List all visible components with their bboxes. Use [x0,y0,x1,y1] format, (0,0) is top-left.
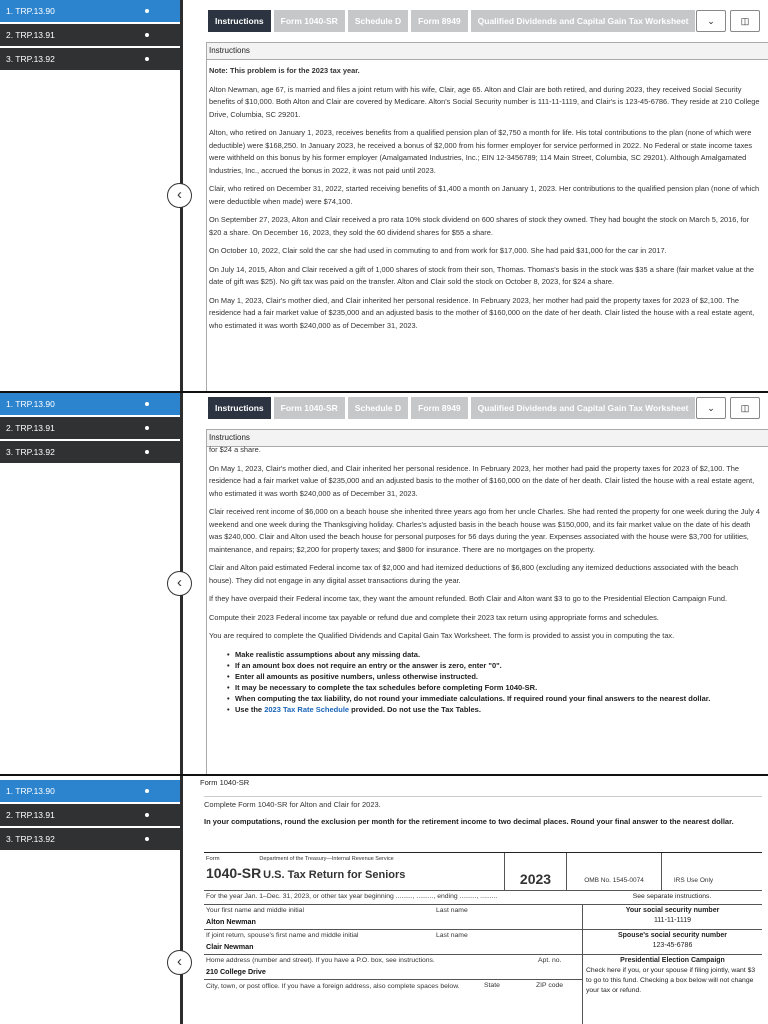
form-intro: Complete Form 1040-SR for Alton and Clair for 2023. [204,800,381,809]
field-label: Home address (number and street). If you have a P.O. box, see instructions. [206,957,435,964]
status-dot-icon [145,9,149,13]
city-field[interactable] [204,980,474,1006]
form-area [200,776,768,1024]
field-label: Spouse's social security number [617,932,728,939]
field-value: 111-11-1119 [653,917,692,924]
list-item [235,704,762,715]
note-text: Note: This problem is for the 2023 tax year. [209,66,360,75]
paragraph: Clair, who retired on December 31, 2022, started receiving benefits of $1,400 a month on January 1, 2023. Her contributions to the qualified pension plan (none of which were deductible when made) were $74,100. [209,184,760,206]
tab-form-1040-sr[interactable]: Form 1040-SR [274,397,345,419]
status-dot-icon [145,450,149,454]
tax-year-row [204,891,762,905]
sidebar-item-trp-13-92[interactable] [0,48,182,70]
sidebar-item-label: 3. TRP.13.92 [6,834,55,844]
tab-bar [208,10,768,34]
sidebar-item-label: 1. TRP.13.90 [6,786,55,796]
field-value: 123-45-6786 [652,942,693,949]
field-label: ZIP code [536,982,564,989]
tab-bar [208,397,768,421]
window-icon: ◫ [740,403,750,413]
tab-form-8949[interactable]: Form 8949 [411,10,468,32]
chevron-left-icon: ‹ [177,574,182,591]
apt-field[interactable] [536,955,576,980]
form-label: Form [206,856,220,862]
status-dot-icon [145,837,149,841]
zip-field[interactable] [534,980,584,1006]
field-label: Your social security number [625,907,720,914]
state-field[interactable] [482,980,522,1006]
field-value: 210 College Drive [206,967,266,976]
field-value: Alton Newman [206,917,256,926]
field-label: Last name [436,932,468,939]
content-area [200,393,768,774]
collapse-sidebar-button[interactable] [167,183,192,208]
screen-instructions-bottom [0,391,768,774]
sidebar-item-trp-13-91[interactable] [0,417,182,439]
list-item: • If an amount box does not require an entry or the answer is zero, enter "0". [235,660,762,671]
sidebar-item-trp-13-90[interactable] [0,0,182,22]
paragraph: Alton, who retired on January 1, 2023, receives benefits from a qualified pension plan of $2,750 a month for life. His total contributions to the plan (none of which were deductible) were $168,250. In January 2023, he received a bonus of $2,000 from his former employer for service performed in 2022. No Federal or state income taxes were withheld on this bonus by his former employer (Amalgamated Industries, Inc.; EIN 12-3456789; 114 Main Street, Columbia, SC 29201). Although Amalgamated Industries, Inc., accrued the bonus in 2022, it was not paid until 2023. [209,128,753,175]
address-field[interactable] [204,955,534,980]
sidebar-item-trp-13-90[interactable] [0,780,182,802]
field-label: City, town, or post office. If you have a foreign address, also complete spaces below. [206,983,460,990]
first-name-field[interactable] [204,905,434,929]
presidential-campaign-box [582,955,762,1024]
tax-year-line[interactable]: For the year Jan. 1–Dec. 31, 2023, or other tax year beginning ........., ........., ending ........., ......... [206,893,498,900]
collapse-sidebar-button[interactable] [167,950,192,975]
list-item: • Enter all amounts as positive numbers, unless otherwise instructed. [235,671,762,682]
see-instructions: See separate instructions. [632,893,712,900]
sidebar-item-label: 2. TRP.13.91 [6,423,55,433]
paragraph: Alton Newman, age 67, is married and files a joint return with his wife, Clair, age 65. Alton and Clair are both retired, and during 2023, they received Social Security benefits of $10,000. Both Alton and Clair are covered by Medicare. Alton's Social Security number is 111-11-1119, and Clair's is 123-45-6786. They reside at 210 College Drive, Columbia, SC 29201. [209,84,760,119]
window-icon: ◫ [740,16,750,26]
sidebar-item-trp-13-91[interactable] [0,804,182,826]
field-label: State [484,982,500,989]
spouse-name-field[interactable] [204,930,434,954]
status-dot-icon [145,813,149,817]
problem-sidebar [0,393,182,774]
form-header-row [204,853,762,891]
city-row [204,980,582,1006]
sidebar-divider [180,776,183,1024]
chevron-left-icon: ‹ [177,953,182,970]
field-label: Apt. no. [538,957,562,964]
form-1040sr [204,852,762,1024]
sidebar-item-label: 3. TRP.13.92 [6,447,55,457]
tax-rate-schedule-link[interactable]: 2023 Tax Rate Schedule [264,704,350,714]
instructions-body[interactable] [206,60,762,391]
list-item: • Make realistic assumptions about any missing data. [235,649,762,660]
spouse-row [204,930,762,955]
paragraph: On September 27, 2023, Alton and Clair received a pro rata 10% stock dividend on 600 shares of stock they owned. They had bought the stock on March 5, 2016, for $20 a share. On December 16, 2023, they sold the 60 dividend shares for $55 a share. [209,215,750,237]
chevron-left-icon: ‹ [177,186,182,203]
panel-title: Instructions [206,429,768,447]
field-label: Your first name and middle initial [206,907,304,914]
tab-instructions[interactable]: Instructions [208,10,271,32]
pec-text: Check here if you, or your spouse if filing jointly, want $3 to go to this fund. Checking a box below will not change your tax or refund. [586,967,756,994]
status-dot-icon [145,402,149,406]
ssn-field[interactable] [582,905,762,929]
omb-number: OMB No. 1545-0074 [566,853,661,890]
paragraph: On May 1, 2023, Clair's mother died, and Clair inherited her personal residence. In February 2023, her mother had paid the property taxes for 2023 of $2,100. The residence had a fair market value of $235,000 and an adjusted basis to the mother of $160,000 on the date of her death. Clair listed the house with a real estate agent, who estimated it was worth $240,000 as of December 31, 2023. [209,463,755,498]
sidebar-item-label: 2. TRP.13.91 [6,810,55,820]
list-text: Use the [235,704,265,714]
irs-use-only: IRS Use Only [661,853,725,890]
problem-sidebar [0,776,182,1024]
status-dot-icon [145,789,149,793]
tab-dropdown-button[interactable] [696,10,726,32]
spouse-ssn-field[interactable] [582,930,762,954]
sidebar-item-label: 1. TRP.13.90 [6,399,55,409]
pec-title: Presidential Election Campaign [620,957,725,964]
instructions-body[interactable] [206,446,762,774]
tab-schedule-d[interactable]: Schedule D [348,397,408,419]
tab-instructions[interactable]: Instructions [208,397,271,419]
paragraph: Compute their 2023 Federal income tax payable or refund due and complete their 2023 tax return using appropriate forms and schedules. [209,612,659,622]
sidebar-item-trp-13-92[interactable] [0,441,182,463]
form-instructions [204,796,762,828]
paragraph: for $24 a share. [209,446,261,454]
list-text: provided. Do not use the Tax Tables. [349,704,481,714]
field-label: If joint return, spouse's first name and middle initial [206,932,359,939]
paragraph: On May 1, 2023, Clair's mother died, and Clair inherited her personal residence. In February 2023, her mother had paid the property taxes for 2023 of $2,100. The residence had a fair market value of $235,000 and an adjusted basis to the mother of $160,000 on the date of her death. Clair listed the house with a real estate agent, who estimated it was worth $240,000 as of December 31, 2023. [209,295,755,330]
paragraph: You are required to complete the Qualified Dividends and Capital Gain Tax Worksheet. The form is provided to assist you in computing the tax. [209,631,675,640]
tab-form-1040-sr[interactable]: Form 1040-SR [274,10,345,32]
sidebar-item-trp-13-91[interactable] [0,24,182,46]
requirements-list [235,649,762,715]
chevron-down-icon: ⌄ [707,403,715,413]
field-value: Clair Newman [206,942,254,951]
collapse-sidebar-button[interactable] [167,571,192,596]
paragraph: On October 10, 2022, Clair sold the car she had used in commuting to and from work for $17,000. She had paid $31,000 for the car in 2017. [209,246,667,255]
sidebar-item-trp-13-92[interactable] [0,828,182,850]
field-label: Last name [436,907,468,914]
tab-dropdown-button[interactable] [696,397,726,419]
dept-label: Department of the Treasury—Internal Revenue Service [259,856,394,862]
panel-title: Instructions [206,42,768,60]
status-dot-icon [145,33,149,37]
chevron-down-icon: ⌄ [707,16,715,26]
paragraph: Clair received rent income of $6,000 on a beach house she inherited three years ago from her uncle Charles. She had rented the property for one week during the July 4 weekend and one week during the Thanksgiving holiday. Charles's adjusted basis in the beach house was $150,000, and its fair market value on the date of his death was $240,000. Clair and Alton used the beach house for personal purposes for 56 days during the year. Expenses associated with the house were $3,700 for utilities, maintenance, and repairs; $2,200 for property taxes; and $800 for insurance. There are no mortgages on the property. [209,507,760,554]
list-item: • It may be necessary to complete the tax schedules before completing Form 1040-SR. [235,682,762,693]
sidebar-item-label: 2. TRP.13.91 [6,30,55,40]
paragraph: If they have overpaid their Federal income tax, they want the amount refunded. Both Clair and Alton want $3 to go to the Presidential Election Campaign Fund. [209,594,728,603]
form-title-cell [204,853,504,890]
paragraph: On July 14, 2015, Alton and Clair received a gift of 1,000 shares of stock from their son, Thomas. Thomas's basis in the stock was $35 a share (fair market value at the date of gift was $25). No gift tax was paid on the transfer. Alton and Clair sold the stock on October 8, 2023, for $24 a share. [209,264,755,286]
sidebar-item-label: 3. TRP.13.92 [6,54,55,64]
form-panel-title: Form 1040-SR [200,778,250,787]
list-item: • When computing the tax liability, do not round your immediate calculations. If required round your final answers to the nearest dollar. [235,693,762,704]
tab-qualified-dividends-worksheet[interactable]: Qualified Dividends and Capital Gain Tax Worksheet [471,10,696,32]
sidebar-item-label: 1. TRP.13.90 [6,6,55,16]
tab-form-8949[interactable]: Form 8949 [411,397,468,419]
tax-year: 2023 [504,853,566,890]
form-title: U.S. Tax Return for Seniors [263,869,406,881]
content-area [200,0,768,391]
tab-qualified-dividends-worksheet[interactable]: Qualified Dividends and Capital Gain Tax Worksheet [471,397,696,419]
paragraph: Clair and Alton paid estimated Federal income tax of $2,000 and had itemized deductions of $6,800 (excluding any itemized deductions associated with the beach house). They did not engage in any digital asset transactions during the year. [209,563,739,585]
window-toggle-button[interactable] [730,10,760,32]
status-dot-icon [145,426,149,430]
form-number: 1040-SR [206,865,262,881]
last-name-field[interactable] [434,905,544,929]
sidebar-item-trp-13-90[interactable] [0,393,182,415]
rounding-note: In your computations, round the exclusion per month for the retirement income to two decimal places. Round your final answer to the nearest dollar. [204,817,734,826]
screen-instructions-top [0,0,768,391]
tab-schedule-d[interactable]: Schedule D [348,10,408,32]
screen-form-1040-sr [0,774,768,1024]
status-dot-icon [145,57,149,61]
spouse-last-name-field[interactable] [434,930,544,954]
problem-sidebar [0,0,182,391]
name-row [204,905,762,930]
window-toggle-button[interactable] [730,397,760,419]
